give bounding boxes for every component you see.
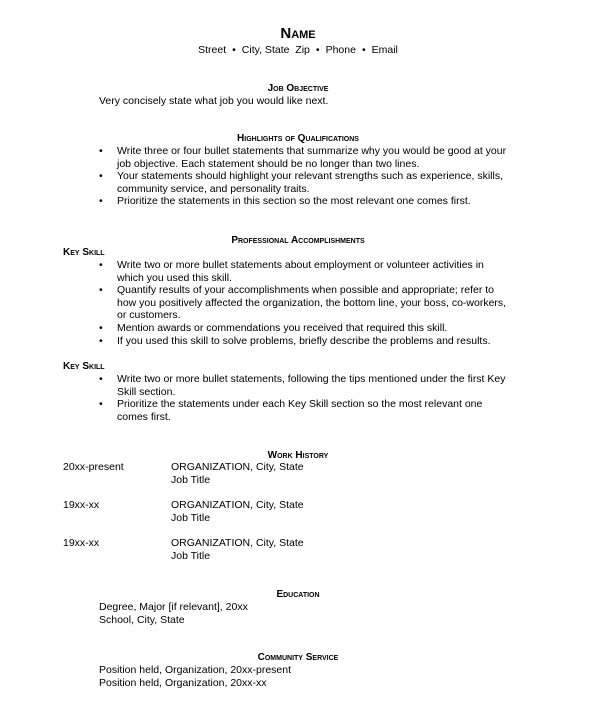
highlights-heading: Highlights of Qualifications bbox=[237, 133, 359, 144]
resume-name: Name bbox=[280, 25, 316, 42]
contact-city-state-zip: City, State Zip bbox=[241, 44, 310, 56]
key-skill-list bbox=[99, 259, 539, 347]
job-objective-text: Very concisely state what job you would like next. bbox=[99, 95, 329, 107]
key-skill-label: Key Skill bbox=[63, 361, 105, 372]
education-school: School, City, State bbox=[99, 614, 185, 626]
community-position: Position held, Organization, 20xx-xx bbox=[99, 677, 267, 689]
key-skill-list bbox=[99, 373, 539, 423]
list-item: • Prioritize the statements in this section so the most relevant one comes first. bbox=[99, 195, 539, 208]
work-dates: 19xx-xx bbox=[63, 537, 100, 549]
community-position: Position held, Organization, 20xx-present bbox=[99, 664, 292, 676]
work-job-title: Job Title bbox=[171, 550, 211, 562]
work-history-heading: Work History bbox=[267, 450, 329, 461]
education-degree: Degree, Major [if relevant], 20xx bbox=[99, 601, 248, 613]
list-item: • Write three or four bullet statements that summarize why you would be good at your job objective. Each statement should be no longer than two lines. bbox=[99, 145, 539, 170]
community-service-heading: Community Service bbox=[257, 652, 339, 663]
list-item: • Your statements should highlight your relevant strengths such as experience, skills, community service, and personality traits. bbox=[99, 170, 539, 195]
education-heading: Education bbox=[276, 589, 320, 600]
work-organization: ORGANIZATION, City, State bbox=[171, 537, 304, 549]
work-job-title: Job Title bbox=[171, 474, 211, 486]
work-organization: ORGANIZATION, City, State bbox=[171, 461, 304, 473]
work-dates: 20xx-present bbox=[63, 461, 124, 473]
key-skill-label: Key Skill bbox=[63, 247, 105, 258]
list-item: • Write two or more bullet statements about employment or volunteer activities in which you used this skill. bbox=[99, 259, 539, 284]
contact-line bbox=[0, 44, 596, 57]
list-item: • If you used this skill to solve problems, briefly describe the problems and results. bbox=[99, 335, 539, 348]
list-item: • Write two or more bullet statements, following the tips mentioned under the first Key Skill section. bbox=[99, 373, 539, 398]
separator-dot: • bbox=[361, 44, 366, 56]
highlights-list bbox=[99, 145, 539, 208]
list-item: • Mention awards or commendations you received that required this skill. bbox=[99, 322, 539, 335]
separator-dot: • bbox=[315, 44, 320, 56]
work-job-title: Job Title bbox=[171, 512, 211, 524]
job-objective-heading: Job Objective bbox=[267, 83, 329, 94]
contact-street: Street bbox=[198, 44, 227, 56]
work-organization: ORGANIZATION, City, State bbox=[171, 499, 304, 511]
contact-email: Email bbox=[371, 44, 398, 56]
accomplishments-heading: Professional Accomplishments bbox=[231, 235, 365, 246]
work-dates: 19xx-xx bbox=[63, 499, 100, 511]
separator-dot: • bbox=[232, 44, 236, 56]
list-item: • Prioritize the statements under each Key Skill section so the most relevant one comes first. bbox=[99, 398, 539, 423]
contact-phone: Phone bbox=[325, 44, 356, 56]
list-item: • Quantify results of your accomplishments when possible and appropriate; refer to how you positively affected the organization, the bottom line, your boss, co-workers, or customers. bbox=[99, 284, 539, 322]
